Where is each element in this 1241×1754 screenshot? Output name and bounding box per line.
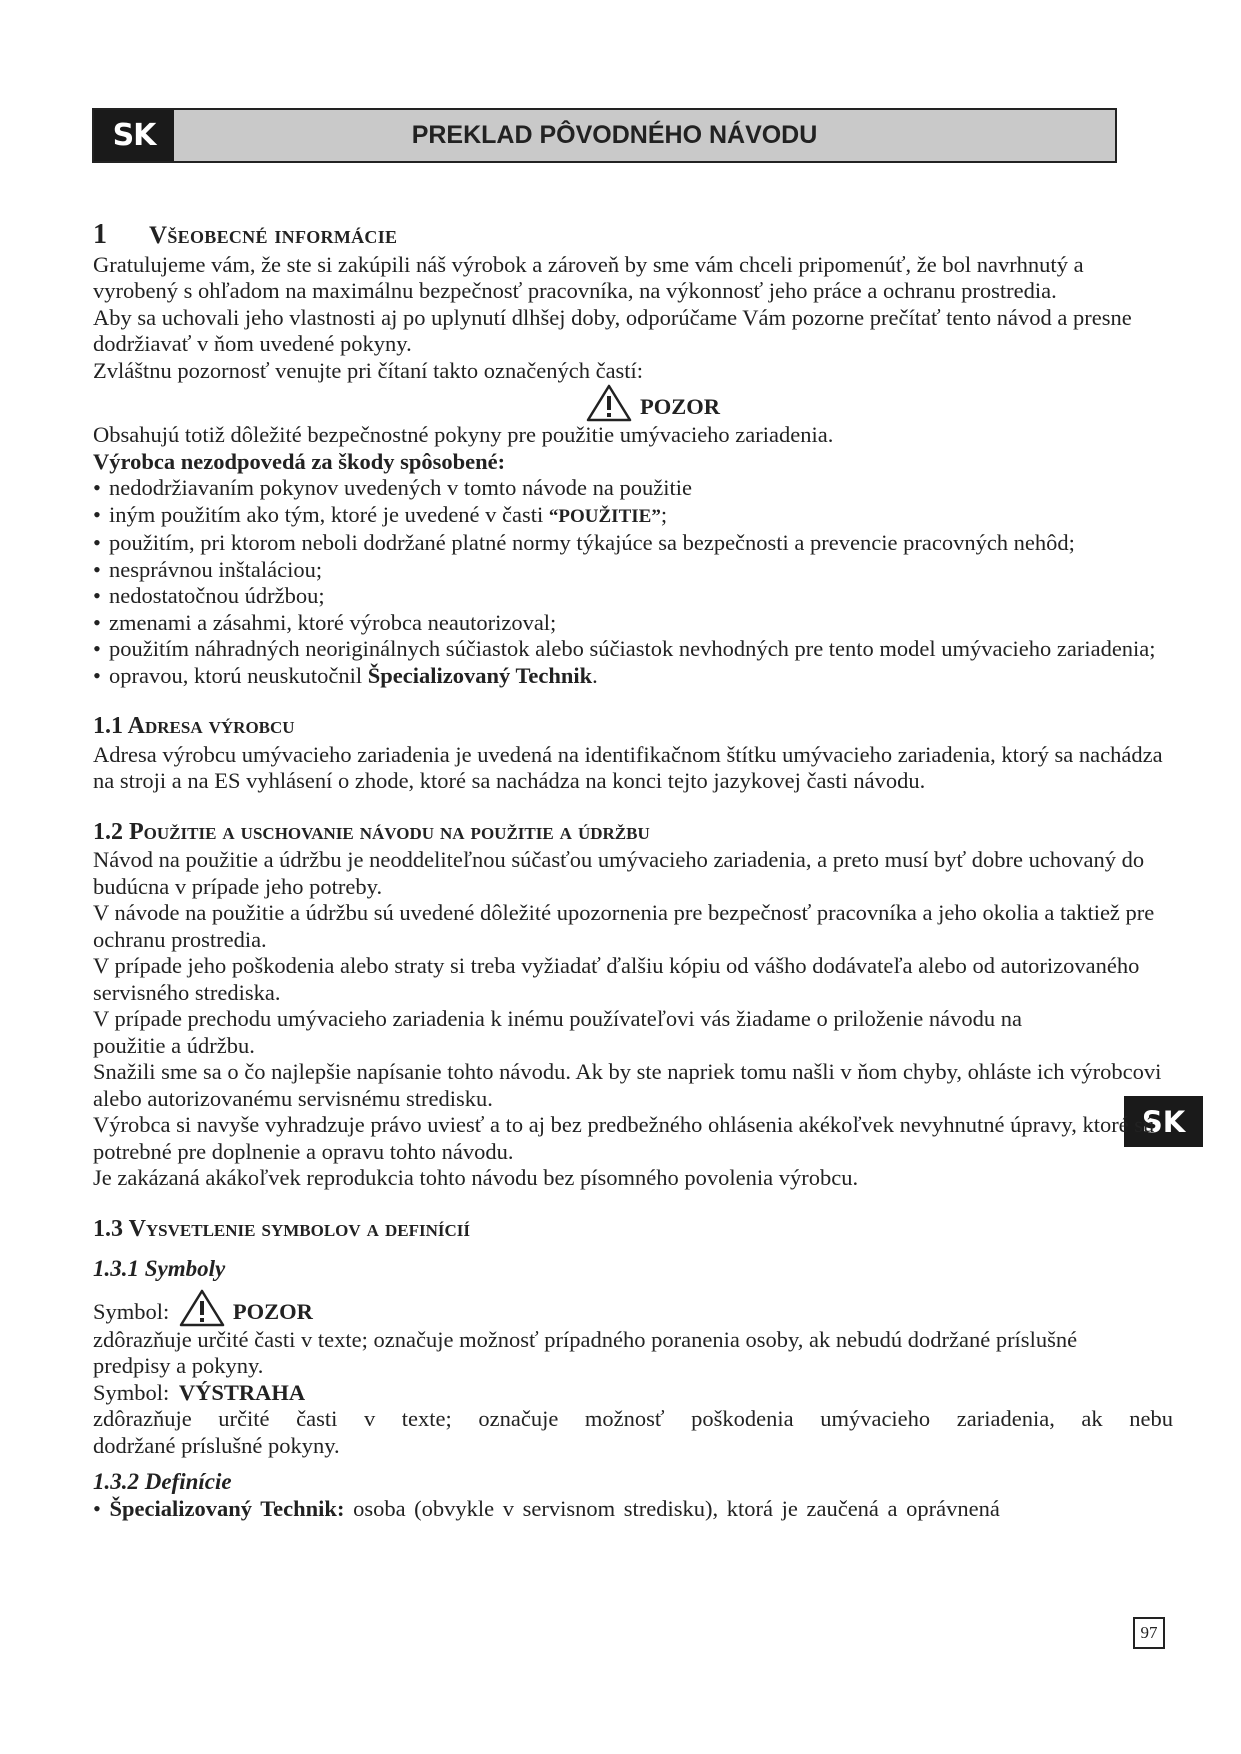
page-header [92, 108, 1117, 163]
paragraph: V prípade prechodu umývacieho zariadenia k inému používateľovi vás žiadame o priloženie návodu na použitie a údržbu. [93, 1006, 1023, 1058]
paragraph: Návod na použitie a údržbu je neoddeliteľnou súčasťou umývacieho zariadenia, a preto musí byť dobre uchovaný do budúcna v prípade jeho potreby. [93, 847, 1145, 899]
section-number: 1 [93, 219, 108, 250]
list-item: • nesprávnou inštaláciou; [93, 557, 1173, 584]
list-item: • použitím náhradných neoriginálnych súčiastok alebo súčiastok nevhodných pre tento model umývacieho zariadenia; [93, 636, 1173, 663]
paragraph-line: zdôrazňuje určité časti v texte; označuje možnosť poškodenia umývacieho zariadenia, ak nebu [93, 1406, 1173, 1431]
symbol-line: Symbol: POZOR [93, 1289, 1173, 1327]
list-item: • zmenami a zásahmi, ktoré výrobca neautorizoval; [93, 610, 1173, 637]
symbol-name: POZOR [232, 1298, 313, 1324]
page-number: 97 [1133, 1617, 1165, 1649]
paragraph: V návode na použitie a údržbu sú uvedené dôležité upozornenia pre bezpečnosť pracovníka a jeho okolia a taktiež pre ochranu prostredia. [93, 900, 1155, 952]
section-1-3-heading: 1.3 Vysvetlenie symbolov a definícií [93, 1215, 470, 1242]
symbol-name: VÝSTRAHA [178, 1379, 306, 1405]
language-code: SK [94, 110, 174, 161]
subsection-definitions-heading: 1.3.2 Definície [93, 1469, 232, 1494]
paragraph: Obsahujú totiž dôležité bezpečnostné pokyny pre použitie umývacieho zariadenia. [93, 422, 834, 447]
paragraph: Aby sa uchovali jeho vlastnosti aj po uplynutí dlhšej doby, odporúčame Vám pozorne prečítať tento návod a presne dodržiavať v ňom uvedené pokyny. [93, 304, 1132, 356]
subsection-symbols-heading: 1.3.1 Symboly [93, 1256, 226, 1281]
list-item: • nedodržiavaním pokynov uvedených v tomto návode na použitie [93, 475, 1173, 502]
warning-block [93, 384, 1173, 422]
section-title: Všeobecné informácie [149, 222, 398, 249]
language-side-tab: SK [1124, 1096, 1203, 1147]
list-item: • iným použitím ako tým, ktoré je uvedené v časti “POUŽITIE”; [93, 502, 1173, 531]
paragraph: V prípade jeho poškodenia alebo straty si treba vyžiadať ďalšiu kópiu od vášho dodávateľa alebo od autorizovaného servisného strediska. [93, 953, 1140, 1005]
liability-list [93, 475, 1173, 689]
section-1-heading [93, 219, 1173, 250]
paragraph: Je zakázaná akákoľvek reprodukcia tohto návodu bez písomného povolenia výrobcu. [93, 1165, 859, 1190]
paragraph: Výrobca si navyše vyhradzuje právo uviesť a to aj bez predbežného ohlásenia akékoľvek nevyhnutné úpravy, ktoré sú potrebné pre doplnenie a opravu tohto návodu. [93, 1112, 1155, 1164]
list-item: • použitím, pri ktorom neboli dodržané platné normy týkajúce sa bezpečnosti a prevencie pracovných nehôd; [93, 530, 1173, 557]
document-body [93, 219, 1173, 1522]
paragraph-line: dodržané príslušné pokyny. [93, 1432, 340, 1458]
paragraph: Snažili sme sa o čo najlepšie napísanie tohto návodu. Ak by ste napriek tomu našli v ňom chyby, ohláste ich výrobcovi alebo autorizovanému servisnému stredisku. [93, 1059, 1162, 1111]
paragraph: Zvláštnu pozornosť venujte pri čítaní takto označených častí: [93, 357, 644, 383]
symbol-line: Symbol: VÝSTRAHA [93, 1379, 306, 1405]
warning-triangle-icon [179, 1289, 225, 1327]
list-item: • nedostatočnou údržbou; [93, 583, 1173, 610]
page-title: PREKLAD PÔVODNÉHO NÁVODU [174, 110, 1115, 161]
warning-label: POZOR [639, 394, 720, 419]
paragraph: Gratulujeme vám, že ste si zakúpili náš výrobok a zároveň by sme vám chceli pripomenúť, že bol navrhnutý a vyrobený s ohľadom na maximálnu bezpečnosť pracovníka, na výkonnosť jeho práce a ochranu prostredia. [93, 251, 1084, 303]
paragraph: Adresa výrobcu umývacieho zariadenia je uvedená na identifikačnom štítku umývacieho zariadenia, ktorý sa nachádza na stroji a na ES vyhlásení o zhode, ktoré sa nachádza na konci tejto jazykovej časti návodu. [93, 741, 1163, 793]
section-1-1-heading: 1.1 Adresa výrobcu [93, 713, 295, 739]
paragraph: zdôrazňuje určité časti v texte; označuje možnosť prípadného poranenia osoby, ak nebudú dodržané príslušné predpisy a pokyny. [93, 1326, 1078, 1378]
list-item: • opravou, ktorú neuskutočnil Špecializovaný Technik. [93, 663, 1173, 690]
section-1-2-heading: 1.2 Použitie a uschovanie návodu na použitie a údržbu [93, 818, 650, 845]
warning-triangle-icon [586, 384, 632, 422]
liability-heading: Výrobca nezodpovedá za škody spôsobené: [93, 448, 506, 474]
definition-item: • Špecializovaný Technik: osoba (obvykle v servisnom stredisku), ktorá je zaučená a oprávnená [93, 1495, 1000, 1521]
